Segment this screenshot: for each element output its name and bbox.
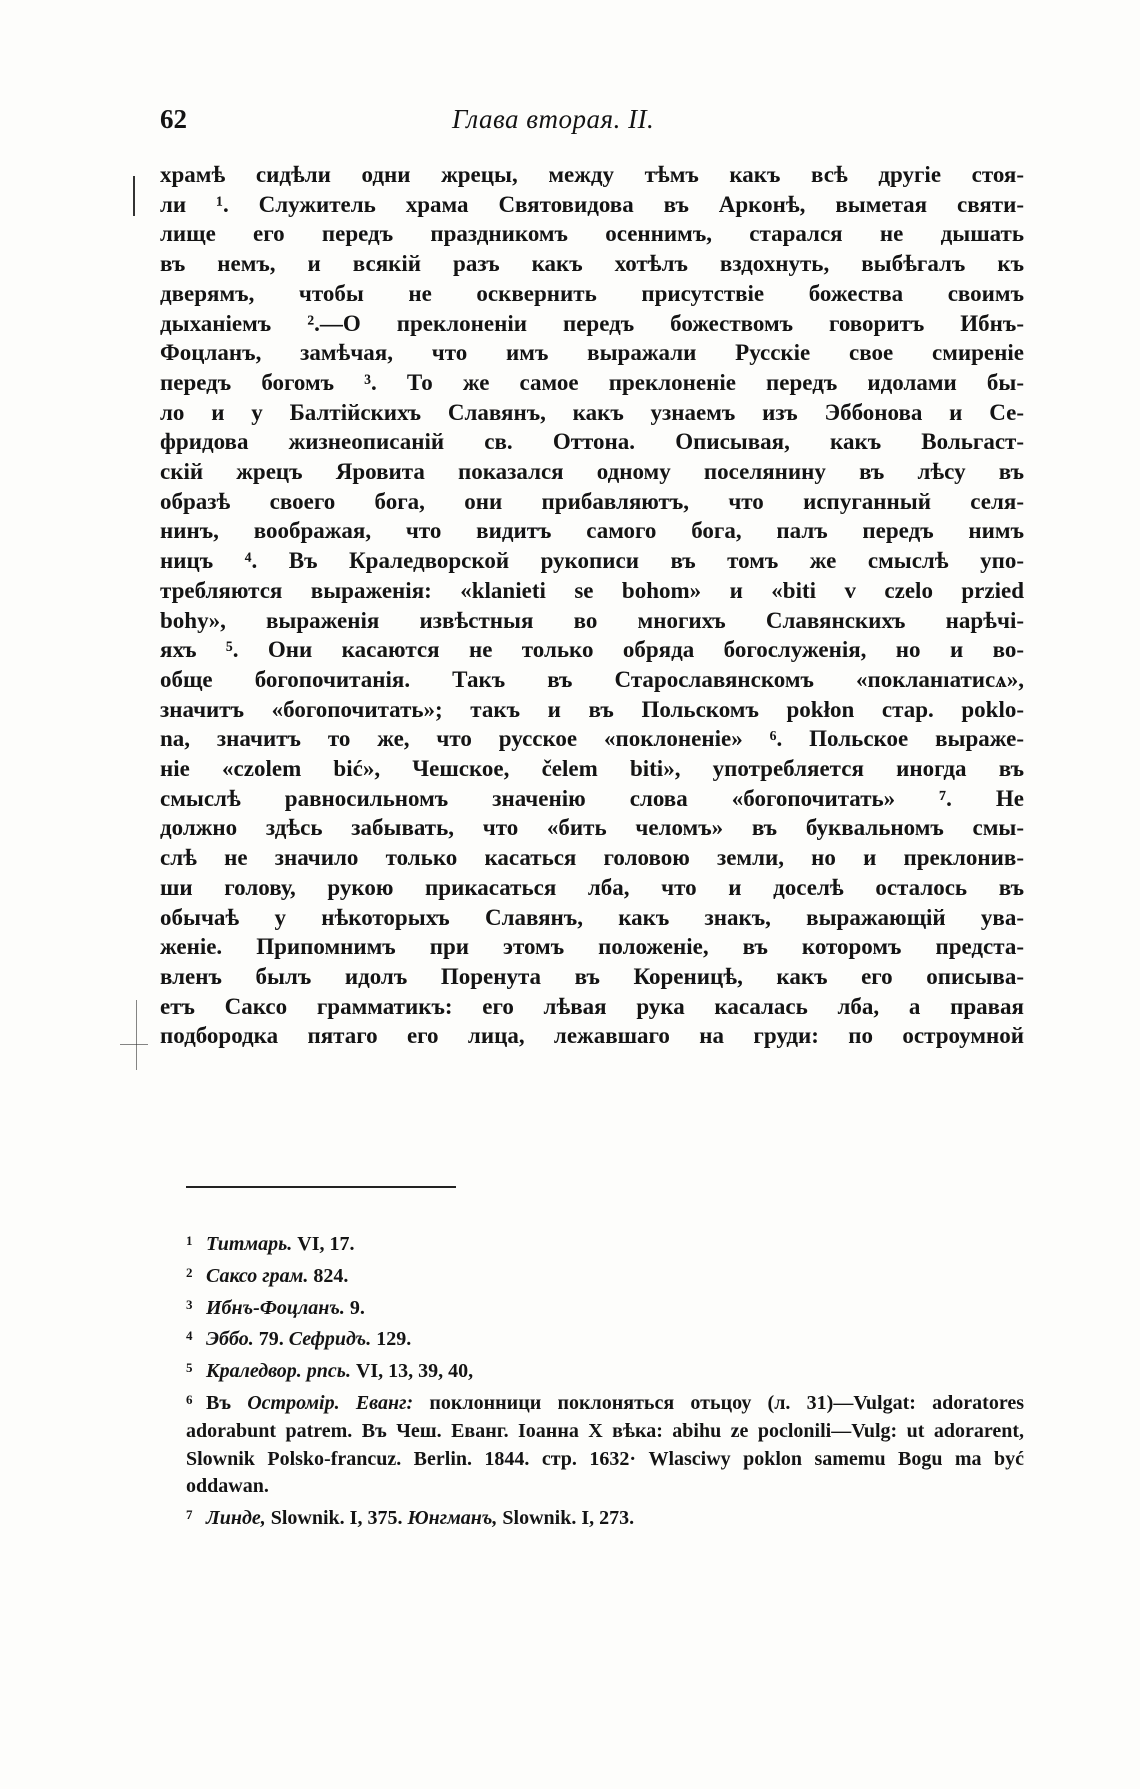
running-title: Глава вторая. II. (452, 104, 655, 134)
margin-mark (133, 176, 135, 216)
footnote-source: Краледвор. рпсь. (206, 1360, 351, 1383)
text-line: требляются выраженія: «klanieti se bohom» и «biti v czelo przied (160, 577, 1024, 603)
footnote-text: VI, 13, 39, 40, (350, 1360, 474, 1383)
footnote-7 (186, 1501, 1024, 1533)
text-line: подбородка пятаго его лица, лежавшаго на груди: по остроумной (160, 1023, 1024, 1049)
footnote-source: Сефридъ. (288, 1328, 372, 1351)
text-line: вленъ былъ идолъ Поренута въ Кореницѣ, какъ его описыва- (160, 963, 1024, 989)
margin-mark (136, 1000, 137, 1070)
text-line: яхъ ⁵. Они касаются не только обряда богослуженія, но и во- (160, 637, 1024, 663)
text-line: bohy», выраженія извѣстныя во многихъ Славянскихъ нарѣчі- (160, 607, 1024, 633)
footnotes (186, 1227, 1024, 1533)
text-line: ницъ ⁴. Въ Краледворской рукописи въ томъ же смыслѣ упо- (160, 548, 1024, 574)
text-line: образѣ своего бога, они прибавляютъ, что испуганный селя- (160, 488, 1024, 514)
footnote-source: Остромір. (247, 1391, 340, 1414)
footnote-4 (186, 1322, 1024, 1354)
footnote-source: Титмарь. (206, 1233, 293, 1255)
text-line: ло и у Балтійскихъ Славянъ, какъ узнаемъ изъ Эббонова и Се- (160, 399, 1024, 425)
page-number: 62 (160, 104, 187, 134)
footnote-source: Ибнъ-Фоцланъ. (206, 1296, 345, 1319)
text-line: значитъ «богопочитать»; такъ и въ Польскомъ pokłon стар. poklo- (160, 696, 1024, 722)
main-text (160, 160, 1024, 1051)
footnote-lead: Въ (206, 1391, 248, 1414)
text-line: лище его передъ праздникомъ осеннимъ, старался не дышать (160, 221, 1024, 247)
text-line: скій жрецъ Яровита показался одному поселянину въ лѣсу въ (160, 459, 1024, 485)
footnote-text: 79. (253, 1328, 289, 1351)
footnote-text: Slownik. I, 273. (497, 1507, 635, 1530)
footnote-source: Еванг: (355, 1391, 414, 1414)
footnote-number: 6 (186, 1391, 193, 1407)
text-line: na, значитъ то же, что русское «поклоненіе» ⁶. Польское выраже- (160, 726, 1024, 752)
footnote-text (340, 1392, 356, 1414)
text-line: женіе. Припомнимъ при этомъ положеніе, въ которомъ предста- (160, 934, 1024, 960)
text-line: Фоцланъ, замѣчая, что имъ выражали Русскіе свое смиреніе (160, 340, 1024, 366)
footnote-text: Slownik. I, 375. (265, 1507, 408, 1530)
footnote-divider (186, 1186, 456, 1188)
footnote-number: 3 (186, 1296, 193, 1312)
footnote-number: 5 (186, 1360, 193, 1376)
footnote-number: 7 (186, 1507, 193, 1523)
footnote-3 (186, 1291, 1024, 1323)
footnote-number: 4 (186, 1328, 193, 1344)
text-line: обычаѣ у нѣкоторыхъ Славянъ, какъ знакъ, выражающій ува- (160, 904, 1024, 930)
text-line: нинъ, воображая, что видитъ самого бога, палъ передъ нимъ (160, 518, 1024, 544)
text-line: обще богопочитанія. Такъ въ Старославянскомъ «покланıатисѧ», (160, 666, 1024, 692)
margin-mark (120, 1044, 148, 1045)
text-line: дыханіемъ ².—О преклоненіи передъ божествомъ говоритъ Ибнъ- (160, 310, 1024, 336)
text-line: фридова жизнеописаній св. Оттона. Описывая, какъ Вольгаст- (160, 429, 1024, 455)
footnote-1 (186, 1227, 1024, 1259)
footnote-number: 1 (186, 1233, 193, 1248)
text-line: етъ Саксо грамматикъ: его лѣвая рука касалась лба, а правая (160, 993, 1024, 1019)
text-line: смыслѣ равносильномъ значенію слова «богопочитать» ⁷. Не (160, 785, 1024, 811)
text-line: передъ богомъ ³. То же самое преклоненіе передъ идолами бы- (160, 369, 1024, 395)
footnote-source: Саксо грам. (206, 1264, 309, 1287)
page-header (160, 104, 1040, 144)
text-line: слѣ не значило только касаться головою земли, но и преклонив- (160, 845, 1024, 871)
text-line: ши голову, рукою прикасаться лба, что и доселѣ осталось въ (160, 874, 1024, 900)
text-line: ли ¹. Служитель храма Святовидова въ Арконѣ, выметая святи- (160, 191, 1024, 217)
footnote-source: Линде, (206, 1507, 266, 1530)
text-line: въ немъ, и всякій разъ какъ хотѣлъ вздохнуть, выбѣгалъ къ (160, 251, 1024, 277)
footnote-6 (186, 1386, 1024, 1501)
footnote-source: Эббо. (206, 1328, 254, 1351)
footnote-5 (186, 1354, 1024, 1386)
footnote-text: VI, 17. (292, 1233, 355, 1255)
text-line: храмѣ сидѣли одни жрецы, между тѣмъ какъ всѣ другіе стоя- (160, 162, 1024, 187)
footnote-number: 2 (186, 1264, 193, 1280)
footnote-text: 9. (344, 1296, 365, 1319)
text-line: должно здѣсь забывать, что «бить челомъ» въ буквальномъ смы- (160, 815, 1024, 841)
footnote-text: 824. (308, 1264, 349, 1287)
footnote-source: Юнгманъ, (407, 1507, 498, 1530)
text-line: ніе «czolem bić», Чешское, čelem biti», употребляется иногда въ (160, 756, 1024, 782)
footnote-2 (186, 1259, 1024, 1291)
text-line: дверямъ, чтобы не осквернить присутствіе божества своимъ (160, 280, 1024, 306)
footnote-text: 129. (371, 1328, 412, 1351)
footnote-text: поклонници поклоняться отьцоу (л. 31)—Vulgat: adoratores adorabunt patrem. Въ Чеш. Еванг. Іоанна X вѣка: abihu ze poclonili—Vulg: ut adorarent, Slownik Polsko-francuz. Berlin. 1844. стр. 1632· Wlasciwy poklon samemu Bogu ma być oddawan. (186, 1391, 1024, 1498)
